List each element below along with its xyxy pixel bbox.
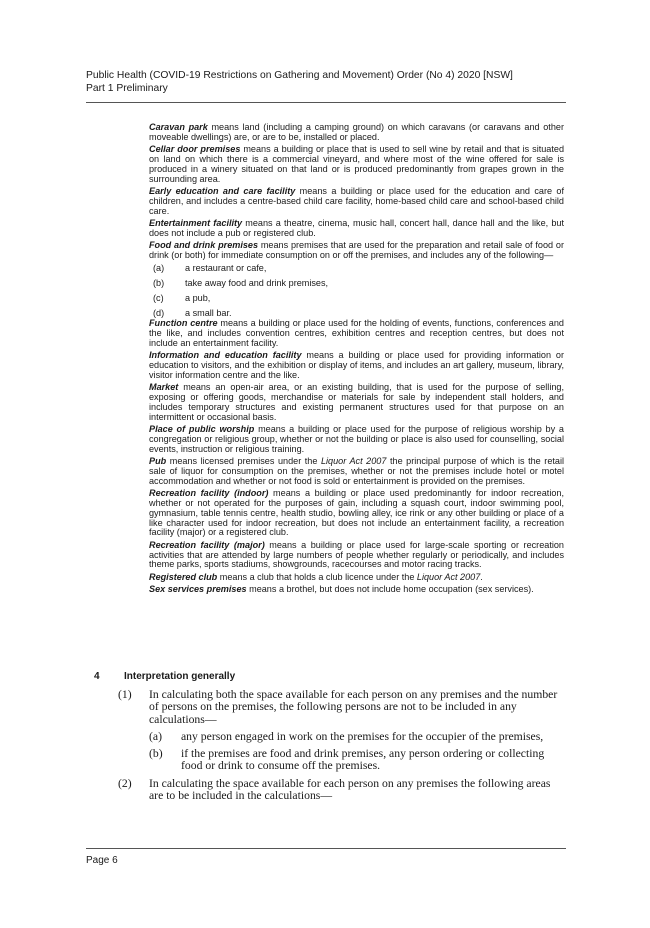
- list-item-label: (a): [153, 262, 165, 273]
- section-number: 4: [94, 671, 100, 682]
- definition-term: Information and education facility: [149, 350, 302, 361]
- definition-term: Cellar door premises: [149, 144, 241, 155]
- list-item: [149, 264, 564, 274]
- subsection-label: (1): [118, 688, 132, 701]
- act-name: Liquor Act 2007: [320, 456, 387, 467]
- definition-text: means licensed premises under the: [166, 456, 321, 467]
- definition-text: means premises that are used for the preparation and retail sale of food or drink (or both) for immediate consumption on or off the premises, and includes any of the following—: [149, 240, 564, 260]
- list-item: [149, 294, 564, 304]
- subsection-label: (2): [118, 777, 132, 790]
- definition-term: Registered club: [149, 571, 218, 582]
- order-title: Public Health (COVID-19 Restrictions on Gathering and Movement) Order (No 4) 2020 [NSW]: [86, 70, 513, 81]
- definition-text: the principal purpose of which is the retail sale of liquor for consumption on the premises, whether or not the premises include hotel or motel accommodation and whether or not food is sold or entertainment is provided on the premises.: [149, 456, 564, 486]
- definition-registered-club: [149, 573, 564, 583]
- list-item-label: (d): [153, 307, 165, 318]
- paragraph-text: if the premises are food and drink premises, any person ordering or collecting food or drink to consume off the premises.: [181, 747, 545, 773]
- definition-information-and-education-facility: [149, 351, 564, 380]
- definition-term: Entertainment facility: [149, 217, 243, 228]
- definition-text: means a building or place that is used to sell wine by retail and that is situated on land on which there is a commercial vineyard, and where most of the wine offered for sale is produced in a winery situated on that land or is produced predominantly from grapes grown in the surrounding area.: [149, 144, 565, 184]
- definition-text: means a building or place used for the education and care of children, and includes a centre-based child care facility, home-based child care and school-based child care.: [149, 185, 564, 216]
- definitions-list: [149, 123, 564, 598]
- footer-rule: [86, 848, 566, 849]
- list-item-text: a restaurant or cafe,: [185, 262, 267, 273]
- definition-text: means an open-air area, or an existing building, that is used for the purpose of selling, exposing or offering goods, merchandise or materials for sale by independent stall holders, and includes temporary structures and existing permanent structures used for that purpose on an intermittent or occasional basis.: [149, 382, 564, 422]
- definition-text: means a brothel, but does not include home occupation (sex services).: [246, 584, 534, 595]
- definition-market: [149, 383, 564, 422]
- definition-place-of-public-worship: [149, 425, 564, 454]
- act-name: Liquor Act 2007: [416, 571, 481, 582]
- definition-cellar-door-premises: [149, 145, 564, 184]
- definition-text: means a building or place used predominantly for indoor recreation, whether or not operated for the purposes of gain, including a squash court, indoor swimming pool, gymnasium, table tennis centre, health studio, bowling alley, ice rink or any other building or place of a like character used for indoor recreation, but does not include an entertainment facility, a recreation facility (major) or a registered club.: [149, 488, 564, 538]
- definition-term: Recreation facility (major): [149, 539, 265, 550]
- definition-text: means a building or place used for large-scale sporting or recreation activities that are attended by large numbers of people whether regularly or periodically, and includes theme parks, sports stadiums, showgrounds, racecourses and motor racing tracks.: [149, 539, 564, 570]
- list-item-text: a pub,: [185, 292, 211, 303]
- definition-term: Sex services premises: [149, 584, 247, 595]
- subsection-1: [118, 689, 566, 726]
- paragraph-label: (b): [149, 747, 163, 760]
- paragraph-text: any person engaged in work on the premises for the occupier of the premises,: [181, 730, 544, 743]
- definition-early-education: [149, 187, 564, 216]
- subsection-text: In calculating both the space available for each person on any premises and the number of persons on the premises, the following persons are not to be included in any calculations—: [149, 688, 558, 726]
- subsection-text: In calculating the space available for each person on any premises the following areas are to be included in the calculations—: [149, 777, 551, 803]
- definition-sex-services-premises: [149, 585, 564, 595]
- definition-text: means a club that holds a club licence under the: [217, 571, 417, 582]
- list-item: [149, 309, 564, 319]
- header-rule: [86, 102, 566, 103]
- definition-term: Food and drink premises: [149, 240, 259, 251]
- definition-pub: [149, 457, 564, 486]
- page-header: [86, 69, 566, 95]
- definition-function-centre: [149, 319, 564, 348]
- list-item-label: (b): [153, 277, 165, 288]
- definition-food-and-drink-premises: [149, 241, 564, 261]
- list-item-text: take away food and drink premises,: [185, 277, 329, 288]
- definition-term: Caravan park: [149, 122, 208, 132]
- definition-text: means land (including a camping ground) on which caravans (or caravans and other moveable dwellings) are, or are to be, installed or placed.: [149, 122, 564, 142]
- section-heading: [86, 671, 235, 682]
- list-item-label: (c): [153, 292, 164, 303]
- definition-text: .: [480, 571, 483, 582]
- definition-caravan-park: [149, 123, 564, 143]
- definition-text: means a building or place used for the holding of events, functions, conferences and the like, and includes convention centres, exhibition centres and reception centres, but does not include an entertainment facility.: [149, 318, 564, 349]
- definition-entertainment-facility: [149, 219, 564, 239]
- subsection-2: [118, 778, 566, 803]
- definition-text: means a theatre, cinema, music hall, concert hall, dance hall and the like, but does not include a pub or registered club.: [149, 217, 564, 238]
- paragraph-b: [149, 748, 566, 773]
- definition-term: Place of public worship: [149, 424, 255, 435]
- definition-recreation-facility-major: [149, 541, 564, 570]
- list-item: [149, 279, 564, 289]
- paragraph-a: [149, 731, 566, 743]
- list-item-text: a small bar.: [185, 307, 232, 318]
- definition-text: means a building or place used for providing information or education to visitors, and the exhibition or display of items, and includes an art gallery, museum, library, visitor information centre and the like.: [149, 350, 564, 381]
- section-title: Interpretation generally: [124, 671, 236, 682]
- definition-term: Pub: [149, 456, 167, 467]
- definition-term: Function centre: [149, 318, 218, 329]
- definition-text: means a building or place used for the purpose of religious worship by a congregation or religious group, whether or not the building or place is also used for counselling, social events, instruction or religious training.: [149, 424, 564, 454]
- definition-term: Recreation facility (indoor): [149, 488, 269, 499]
- definition-recreation-facility-indoor: [149, 489, 564, 538]
- definition-term: Market: [149, 382, 179, 393]
- definition-term: Early education and care facility: [149, 185, 296, 196]
- part-label: Part 1 Preliminary: [86, 83, 168, 94]
- food-premises-list: [149, 264, 564, 319]
- page-number: Page 6: [86, 855, 118, 866]
- paragraph-label: (a): [149, 730, 162, 743]
